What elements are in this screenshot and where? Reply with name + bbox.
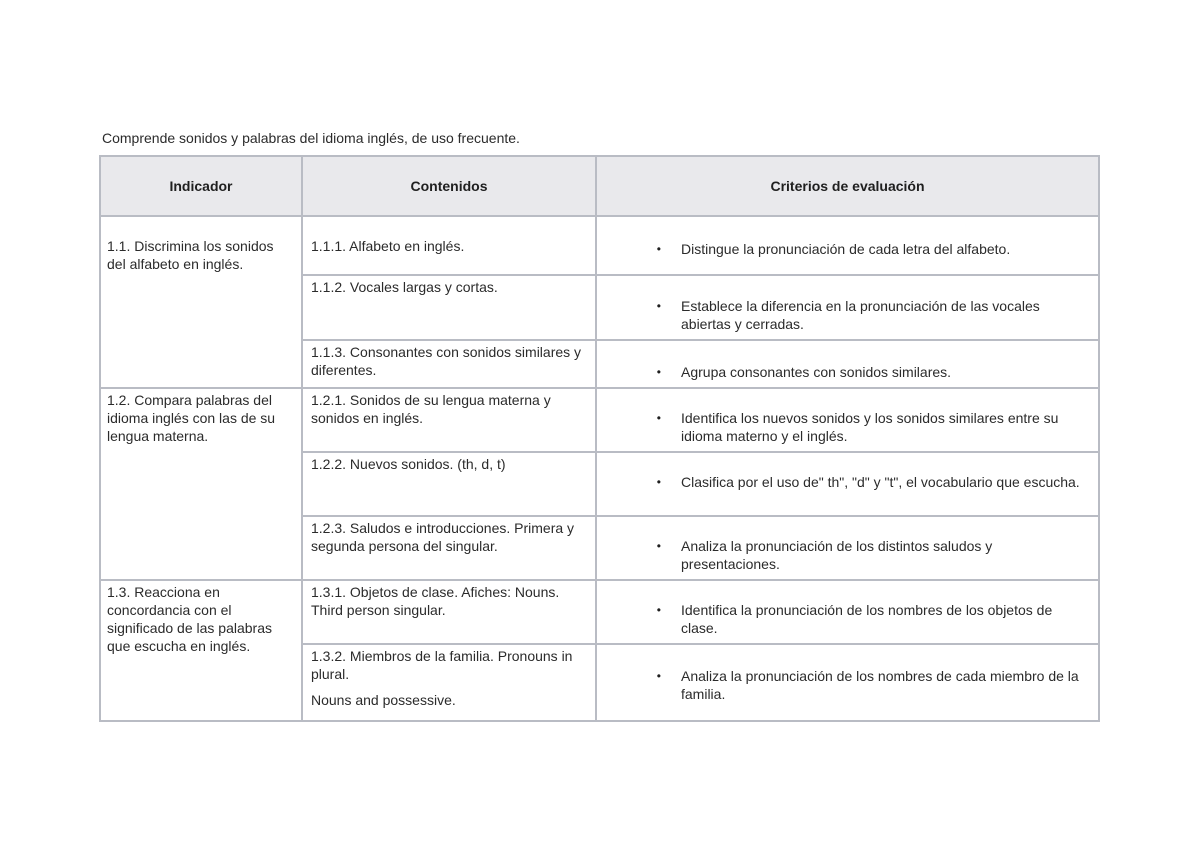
content-cell: 1.1.3. Consonantes con sonidos similares y diferentes. <box>302 340 596 388</box>
content-cell: 1.2.1. Sonidos de su lengua materna y sonidos en inglés. <box>302 388 596 452</box>
header-criterios: Criterios de evaluación <box>596 156 1099 216</box>
table-row <box>100 216 1099 275</box>
criterion-cell <box>596 216 1099 275</box>
criterion-text: Identifica los nuevos sonidos y los sonidos similares entre su idioma materno y el inglés. <box>681 410 1059 444</box>
criterion-cell <box>596 452 1099 516</box>
content-text: 1.3.2. Miembros de la familia. Pronouns in plural. <box>311 648 573 682</box>
content-cell <box>302 644 596 721</box>
bullet-icon: • <box>656 411 661 425</box>
rubric-table <box>99 155 1100 722</box>
criterion-cell <box>596 516 1099 580</box>
criterion-item <box>597 517 1092 573</box>
criterion-cell <box>596 644 1099 721</box>
criterion-item <box>597 645 1092 703</box>
criterion-cell <box>596 340 1099 388</box>
bullet-icon: • <box>656 669 661 683</box>
bullet-icon: • <box>656 603 661 617</box>
header-indicador: Indicador <box>100 156 302 216</box>
bullet-icon: • <box>656 365 661 379</box>
bullet-icon: • <box>656 299 661 313</box>
content-cell: 1.1.2. Vocales largas y cortas. <box>302 275 596 340</box>
criterion-text: Establece la diferencia en la pronunciación de las vocales abiertas y cerradas. <box>681 298 1040 332</box>
criterion-item <box>597 341 1092 381</box>
criterion-text: Distingue la pronunciación de cada letra del alfabeto. <box>681 241 1011 257</box>
bullet-icon: • <box>656 475 661 489</box>
content-cell: 1.1.1. Alfabeto en inglés. <box>302 216 596 275</box>
criterion-text: Identifica la pronunciación de los nombres de los objetos de clase. <box>681 602 1053 636</box>
document-intro-text: Comprende sonidos y palabras del idioma inglés, de uso frecuente. <box>102 130 520 146</box>
criterion-text: Analiza la pronunciación de los distintos saludos y presentaciones. <box>681 538 993 572</box>
criterion-item <box>597 276 1092 333</box>
criterion-text: Agrupa consonantes con sonidos similares. <box>681 364 952 380</box>
table-row <box>100 388 1099 452</box>
content-extra-text: Nouns and possessive. <box>311 692 456 708</box>
content-cell: 1.3.1. Objetos de clase. Afiches: Nouns. Third person singular. <box>302 580 596 644</box>
bullet-icon: • <box>656 539 661 553</box>
indicator-cell: 1.3. Reacciona en concordancia con el significado de las palabras que escucha en inglés. <box>100 580 302 721</box>
criterion-cell <box>596 580 1099 644</box>
content-cell: 1.2.3. Saludos e introducciones. Primera y segunda persona del singular. <box>302 516 596 580</box>
table-row <box>100 580 1099 644</box>
content-cell: 1.2.2. Nuevos sonidos. (th, d, t) <box>302 452 596 516</box>
header-row <box>100 156 1099 216</box>
criterion-text: Clasifica por el uso de" th", "d" y "t", el vocabulario que escucha. <box>681 474 1080 490</box>
criterion-item <box>597 453 1092 491</box>
criterion-item <box>597 217 1092 258</box>
header-contenidos: Contenidos <box>302 156 596 216</box>
criterion-cell <box>596 275 1099 340</box>
criterion-item <box>597 389 1092 445</box>
criterion-cell <box>596 388 1099 452</box>
criterion-item <box>597 581 1092 637</box>
bullet-icon: • <box>656 242 661 256</box>
indicator-cell: 1.1. Discrimina los sonidos del alfabeto en inglés. <box>100 216 302 388</box>
indicator-cell: 1.2. Compara palabras del idioma inglés con las de su lengua materna. <box>100 388 302 580</box>
criterion-text: Analiza la pronunciación de los nombres de cada miembro de la familia. <box>681 668 1079 702</box>
